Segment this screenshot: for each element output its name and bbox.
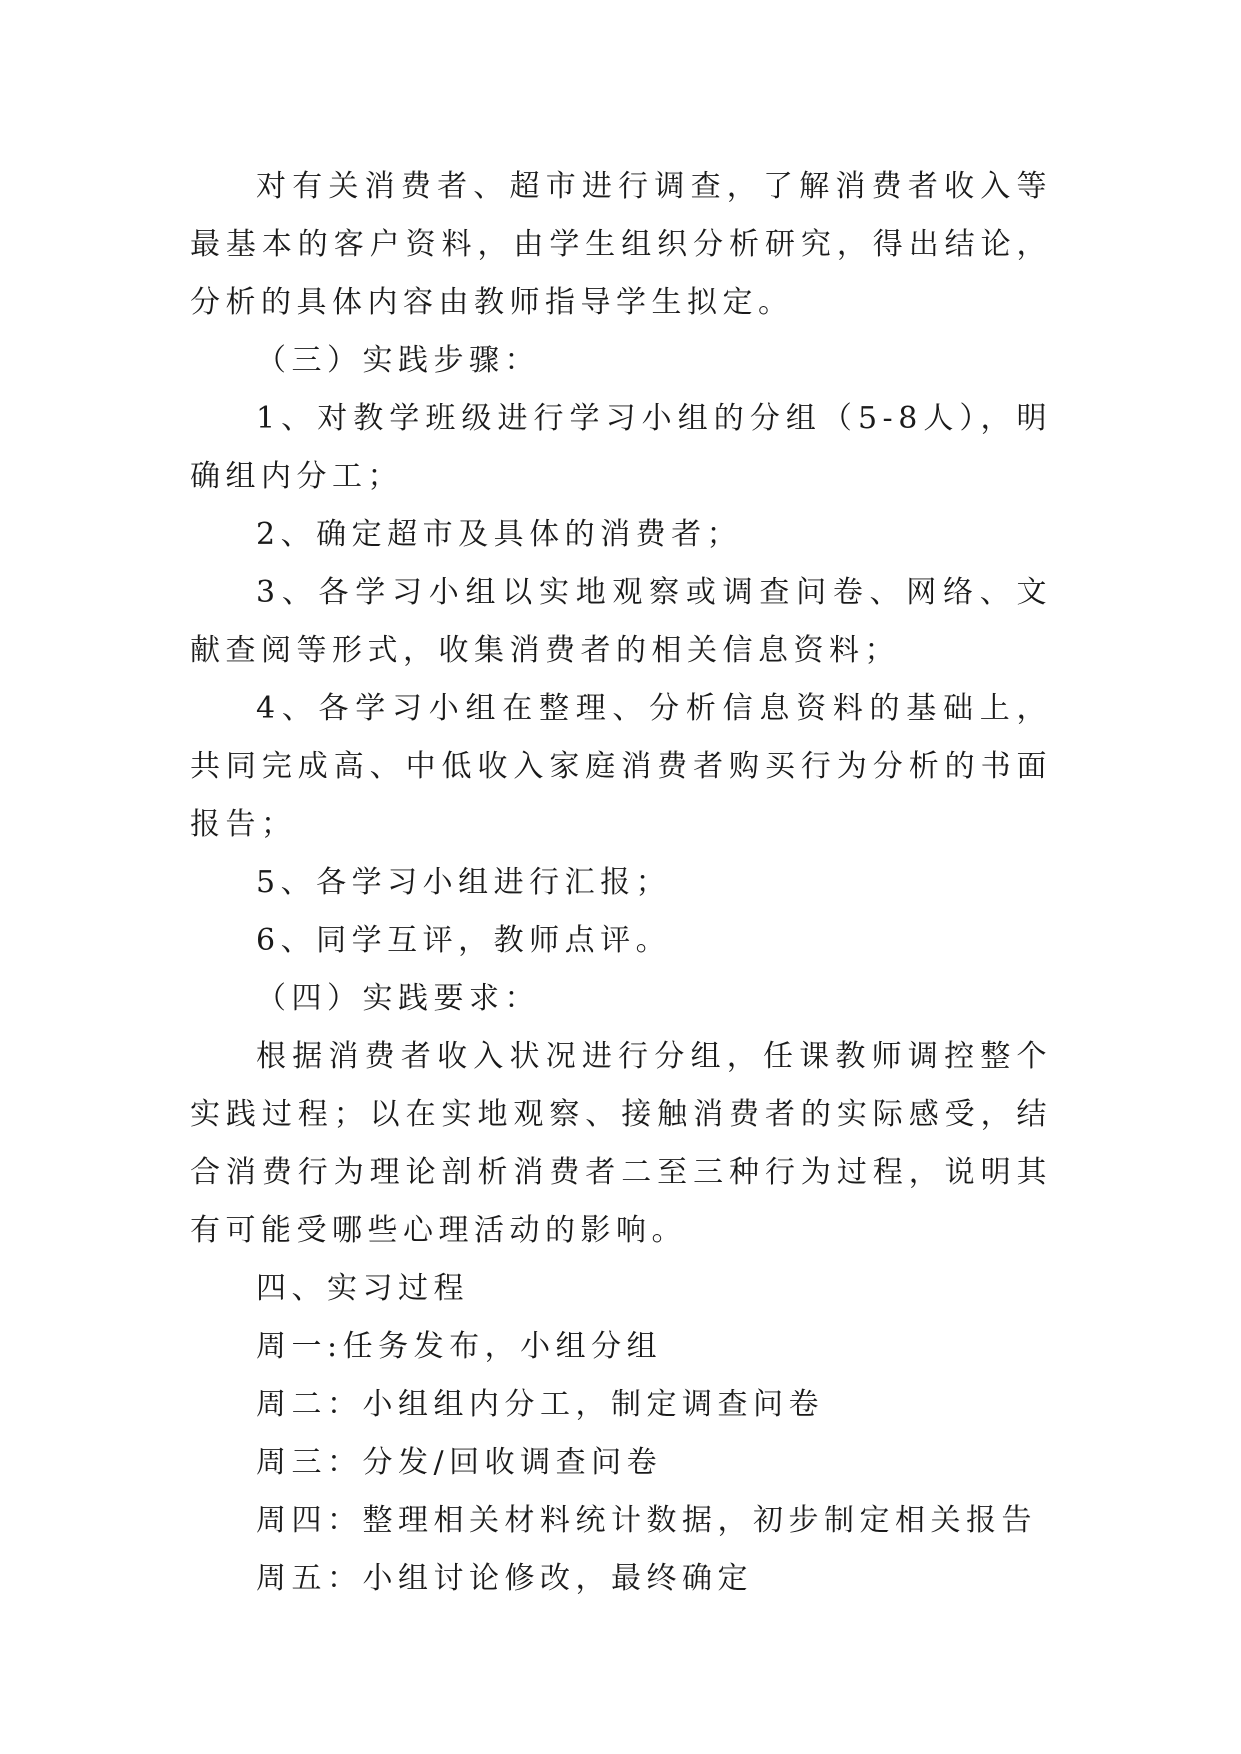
- schedule-tuesday: 周二：小组组内分工，制定调查问卷: [256, 1387, 824, 1422]
- schedule-thursday: 周四：整理相关材料统计数据，初步制定相关报告: [256, 1503, 1037, 1538]
- paragraph-survey-intro: 对有关消费者、超市进行调查，了解消费者收入等最基本的客户资料，由学生组织分析研究，得出结论，分析的具体内容由教师指导学生拟定。: [190, 169, 1052, 320]
- step-item-4: 4、各学习小组在整理、分析信息资料的基础上，共同完成高、中低收入家庭消费者购买行为分析的书面报告；: [190, 691, 1052, 842]
- step-item-6: 6、同学互评，教师点评。: [256, 923, 672, 958]
- schedule-monday: 周一:任务发布，小组分组: [256, 1329, 663, 1364]
- section-heading-internship-process: 四、实习过程: [256, 1271, 469, 1306]
- step-item-1: 1、对教学班级进行学习小组的分组（5-8人），明确组内分工；: [190, 401, 1052, 494]
- schedule-wednesday: 周三：分发/回收调查问卷: [256, 1445, 663, 1480]
- step-item-5: 5、各学习小组进行汇报；: [256, 865, 672, 900]
- step-item-2: 2、确定超市及具体的消费者；: [256, 517, 743, 552]
- section-heading-practice-requirements: （四）实践要求：: [256, 981, 540, 1016]
- paragraph-requirements: 根据消费者收入状况进行分组，任课教师调控整个实践过程；以在实地观察、接触消费者的实际感受，结合消费行为理论剖析消费者二至三种行为过程，说明其有可能受哪些心理活动的影响。: [190, 1039, 1052, 1248]
- step-item-3: 3、各学习小组以实地观察或调查问卷、网络、文献查阅等形式，收集消费者的相关信息资料；: [190, 575, 1052, 668]
- document-body: [190, 158, 1052, 1608]
- schedule-friday: 周五：小组讨论修改，最终确定: [256, 1561, 753, 1596]
- section-heading-practice-steps: （三）实践步骤：: [256, 343, 540, 378]
